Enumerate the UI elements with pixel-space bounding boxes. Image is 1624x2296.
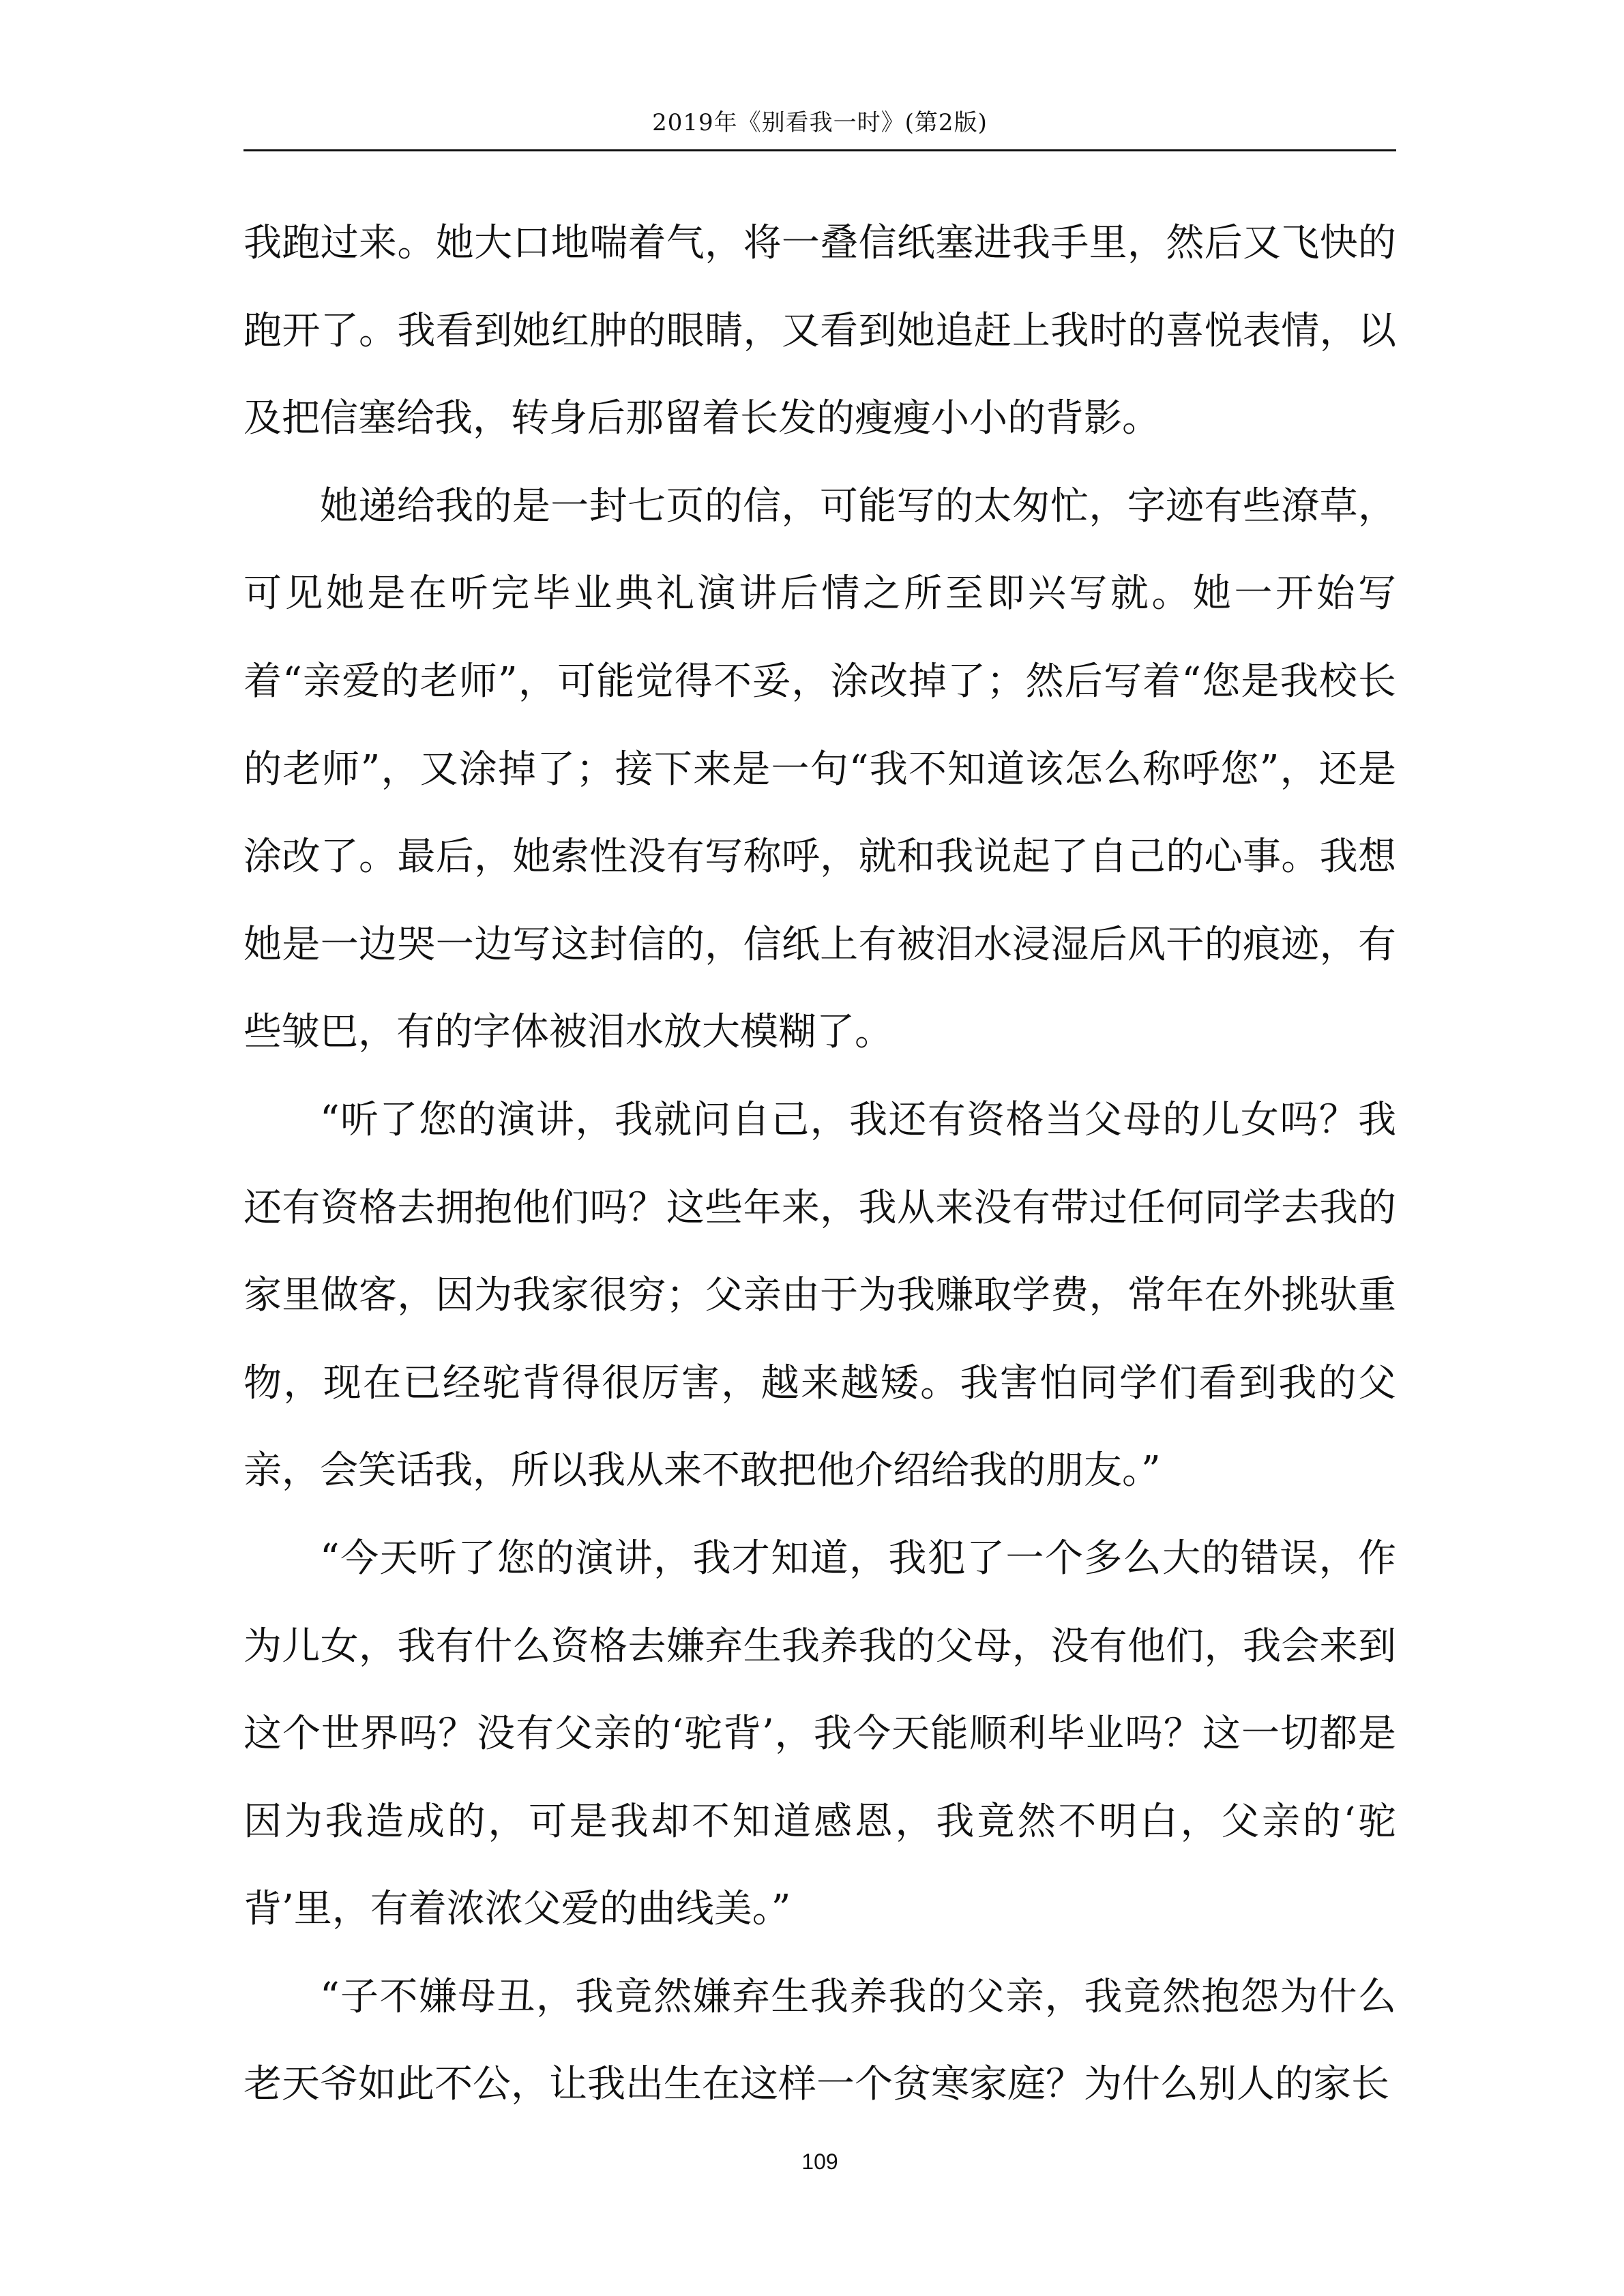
header-divider [243,149,1396,151]
paragraph-3: “听了您的演讲，我就问自己，我还有资格当父母的儿女吗？我还有资格去拥抱他们吗？这些年来，我从来没有带过任何同学去我的家里做客，因为我家很穷；父亲由于为我赚取学费，常年在外挑驮重物，现在已经驼背得很厉害，越来越矮。我害怕同学们看到我的父亲，会笑话我，所以我从来不敢把他介绍给我的朋友。” [243,1097,1396,1493]
running-header-title: 2019年《别看我一时》(第2版) [652,109,988,136]
body-text [243,200,1396,2129]
page-number: 109 [801,2149,838,2174]
paragraph-2: 她递给我的是一封七页的信，可能写的太匆忙，字迹有些潦草，可见她是在听完毕业典礼演讲后情之所至即兴写就。她一开始写着“亲爱的老师”，可能觉得不妥，涂改掉了；然后写着“您是我校长的老师”，又涂掉了；接下来是一句“我不知道该怎么称呼您”，还是涂改了。最后，她索性没有写称呼，就和我说起了自己的心事。我想她是一边哭一边写这封信的，信纸上有被泪水浸湿后风干的痕迹，有些皱巴，有的字体被泪水放大模糊了。 [243,483,1396,1055]
paragraph-5: “子不嫌母丑，我竟然嫌弃生我养我的父亲，我竟然抱怨为什么老天爷如此不公，让我出生在这样一个贫寒家庭？为什么别人的家长 [243,1974,1396,2107]
paragraph-1: 我跑过来。她大口地喘着气，将一叠信纸塞进我手里，然后又飞快的跑开了。我看到她红肿的眼睛，又看到她追赶上我时的喜悦表情，以及把信塞给我，转身后那留着长发的瘦瘦小小的背影。 [243,221,1396,441]
paragraph-4: “今天听了您的演讲，我才知道，我犯了一个多么大的错误，作为儿女，我有什么资格去嫌弃生我养我的父母，没有他们，我会来到这个世界吗？没有父亲的‘驼背’，我今天能顺利毕业吗？这一切都是因为我造成的，可是我却不知道感恩，我竟然不明白，父亲的‘驼背’里，有着浓浓父爱的曲线美。” [243,1536,1396,1932]
